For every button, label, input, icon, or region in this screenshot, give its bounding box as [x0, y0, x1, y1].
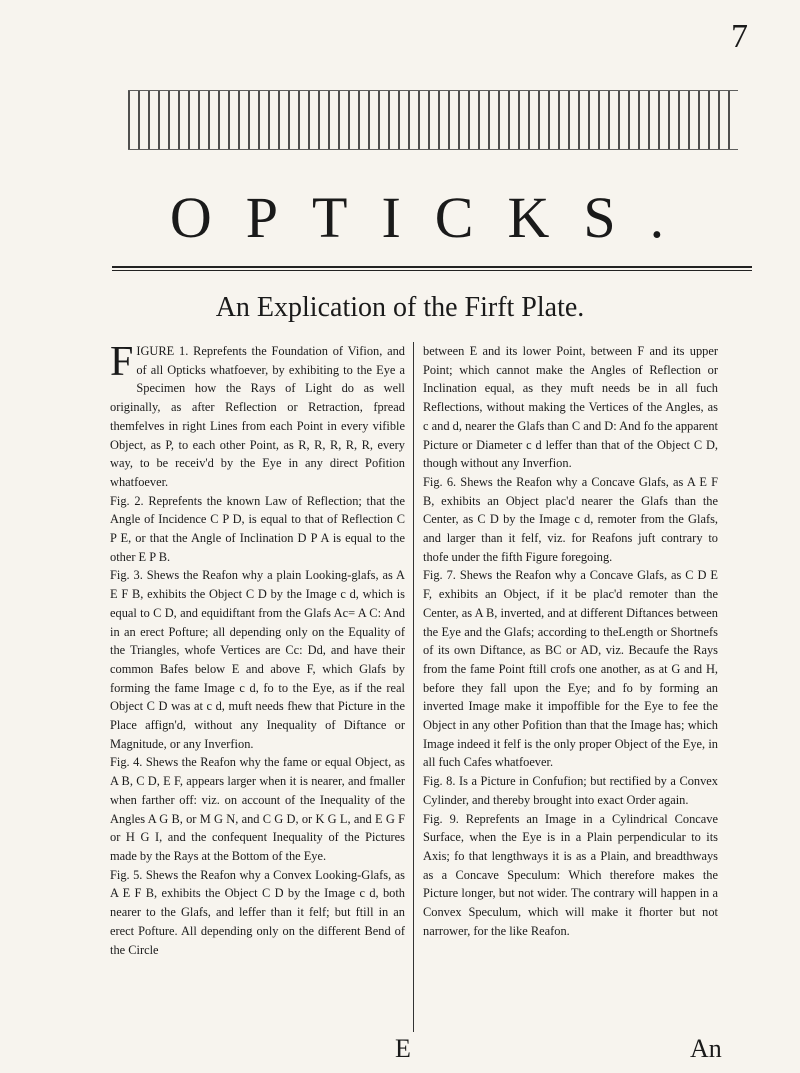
plate-subtitle: An Explication of the Firft Plate.	[215, 292, 585, 323]
paragraph: Fig. 2. Reprefents the known Law of Reflection; that the Angle of Incidence C P D, is equal to that of Reflection C P E, or that the Angle of Inclination D P A is equal to the other E P B.	[110, 493, 405, 564]
catchword: An	[690, 1034, 722, 1063]
page-title: OPTICKS.	[169, 185, 699, 250]
column-divider	[413, 342, 414, 1032]
drop-cap: F	[110, 339, 134, 385]
paragraph: Fig. 9. Reprefents an Image in a Cylindrical Concave Surface, when the Eye is in a Plain perpendicular to its Axis; fo that lengthways it is as a Plain, and breadthways as a Concave Speculum: Which therefore makes the Picture longer, but not wider. The contrary will happen in a Convex Speculum, which will make it fhorter but not narrower, for the like Reafon.	[423, 811, 718, 938]
left-column	[110, 339, 405, 959]
paragraph: Fig. 6. Shews the Reafon why a Concave Glafs, as A E F B, exhibits an Object plac'd nearer the Glafs than the Center, as C D by the Image c d, remoter from the Glafs, and larger than it felf, viz. for Reafons juft contrary to thofe under the fifth Figure foregoing.	[423, 474, 718, 564]
right-column	[423, 342, 718, 941]
paragraph: Fig. 8. Is a Picture in Confufion; but rectified by a Convex Cylinder, and thereby brought into exact Order again.	[423, 774, 718, 807]
paragraph: Fig. 7. Shews the Reafon why a Concave Glafs, as C D E F, exhibits an Object, if it be plac'd remoter than the Center, as A B, inverted, and at different Diftances between the Eye and the Glafs; according to theLength or Shortnefs of its own Diftance, as BC or AD, viz. Becaufe the Rays from the fame Point ftill crofs one another, as at G and H, before they fall upon the Eye; and fo by forming an inverted Image make it impoffible for the Eye to fee the Object in any other Pofition than that the Image has; which Image indeed it felf is the only proper Object of the Eye, in all fuch Cafes whatfoever.	[423, 568, 718, 770]
paragraph: Fig. 4. Shews the Reafon why the fame or equal Object, as A B, C D, E F, appears larger when it is nearer, and fmaller when farther off: viz. on account of the Inequality of the Angles A G B, or M G N, and C G D, or K G L, and E G F or H G I, and the confequent Inequality of the Pictures made by the Rays at the Bottom of the Eye.	[110, 755, 405, 863]
paragraph: Fig. 5. Shews the Reafon why a Convex Looking-Glafs, as A E F B, exhibits the Object C D by the Image c d, both nearer to the Glafs, and leffer than it felf; but ftill in an erect Pofture. All depending only on the different Bend of the Circle	[110, 867, 405, 957]
paragraph: IGURE 1. Reprefents the Foundation of Vifion, and of all Opticks whatfoever, by exhibiting to the Eye a Specimen how the Rays of Light do as well originally, as after Reflection or Retraction, fpread themfelves in right Lines from each Point in every vifible Object, as P, to each other Point, as R, R, R, R, R, every way, to be receiv'd by the Eye in any direct Pofition whatfoever.	[110, 344, 405, 489]
paragraph: Fig. 3. Shews the Reafon why a plain Looking-glafs, as A E F B, exhibits the Object C D by the Image c d, which is equal to C D, and equidiftant from the Glafs Ac= A C: And in an erect Pofture; all depending only on the Equality of the Triangles, whofe Vertices are Cc: Dd, and have their common Bafes below E and above F, which Glafs by forming the fame Image c d, fo to the Eye, as if the real Object C D was at c d, muft needs fhew that Picture in the Place affign'd, without any Inequality of Diftance or Magnitude, or any Inverfion.	[110, 568, 405, 751]
decorative-border-ornament	[128, 90, 738, 150]
title-rule-thin	[112, 270, 752, 271]
catchword-signature: E	[395, 1034, 411, 1063]
title-rule	[112, 266, 752, 268]
paragraph: between E and its lower Point, between F and its upper Point; which cannot make the Angles of Reflection or Inclination equal, as they muft needs be in all fuch Reflections, without making the Vertices of the Angles, as c and d, nearer the Glafs than C and D: And fo the apparent Picture or Diameter c d leffer than that of the Object C D, though without any Inverfion.	[423, 344, 718, 471]
page-number: 7	[731, 18, 748, 55]
